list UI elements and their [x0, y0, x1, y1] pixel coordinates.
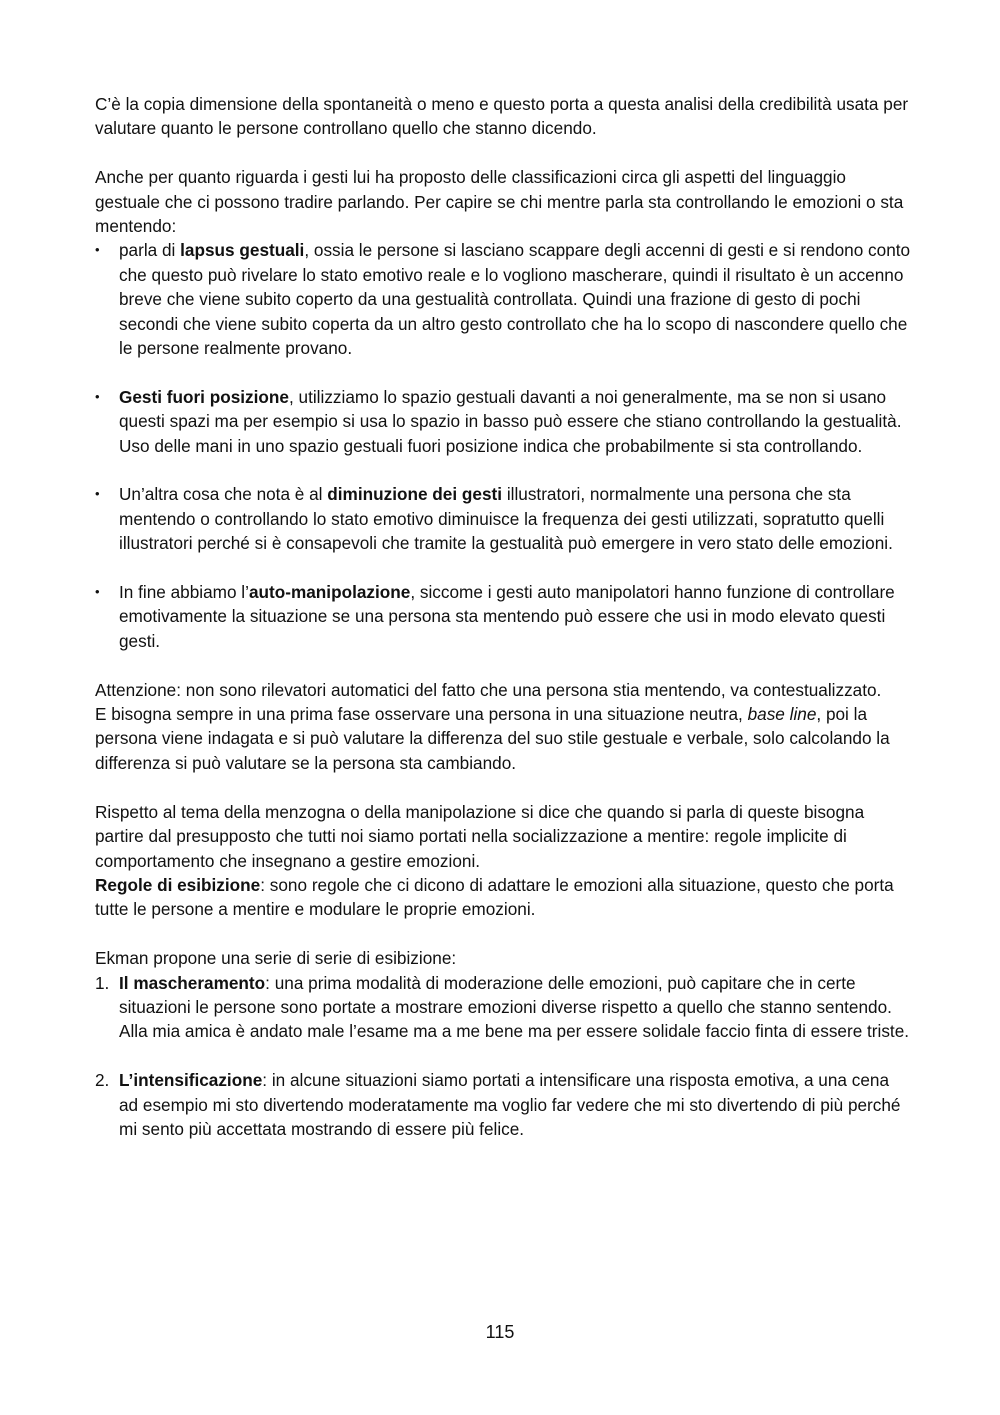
spacer — [95, 556, 911, 580]
gesture-bullet-list — [95, 238, 911, 653]
base-line-term: base line — [747, 704, 817, 725]
item-text-post: illustratori, normalmente una persona che sta mentendo o controllando lo stato emotivo diminuisce la frequenza dei gesti utilizzati, sopratutto quelli illustratori perché si è consapevoli che tramite la gestualità può emergere in vero stato delle emozioni. — [119, 484, 893, 554]
document-body — [95, 92, 911, 1141]
item-text-post: : in alcune situazioni siamo portati a intensificare una risposta emotiva, a una cena ad esempio mi sto divertendo moderatamente ma voglio far vedere che mi sto divertendo di più perché mi sento più accettata mostrando di essere più felice. — [119, 1070, 901, 1139]
bullet-icon: • — [95, 388, 100, 404]
item-term: auto-manipolazione — [248, 582, 411, 603]
item-term: Il mascheramento — [119, 972, 266, 993]
bullet-icon: • — [95, 242, 100, 258]
list-item — [95, 1068, 911, 1141]
spacer — [95, 922, 911, 946]
ekman-numbered-list — [95, 971, 911, 1142]
item-number: 2. — [95, 1070, 110, 1091]
item-text-post: , utilizziamo lo spazio gestuali davanti a noi generalmente, ma se non si usano questi spazi ma per esempio si usa lo spazio in basso può essere che stiano controllando la gestualità. Uso delle mani in uno spazio gestuali fuori posizione indica che probabilmente si sta controllando. — [119, 386, 902, 456]
item-term: L’intensificazione — [119, 1070, 263, 1091]
paragraph-base-line — [95, 702, 911, 775]
item-text-post: : una prima modalità di moderazione delle emozioni, può capitare che in certe situazioni le persone sono portate a mostrare emozioni diverse rispetto a quello che stanno sentendo. Alla mia amica è andato male l’esame ma a me bene ma per essere solidale faccio finta di essere triste. — [119, 972, 910, 1042]
item-text-pre: In fine abbiamo l’ — [119, 582, 249, 603]
item-text-post: , siccome i gesti auto manipolatori hanno funzione di controllare emotivamente la situazione se una persona sta mentendo può essere che usi in modo elevato questi gesti. — [119, 582, 895, 651]
item-text-pre: parla di — [119, 240, 181, 261]
paragraph-ekman-intro: Ekman propone una serie di serie di esibizione: — [95, 948, 457, 969]
paragraph-attention: Attenzione: non sono rilevatori automatici del fatto che una persona stia mentendo, va contestualizzato. — [95, 679, 882, 700]
paragraph-display-rules — [95, 873, 911, 922]
list-item — [95, 482, 911, 555]
item-text-post: , ossia le persone si lasciano scappare degli accenni di gesti e si rendono conto che questo può rivelare lo stato emotivo reale e lo vogliono mascherare, quindi il risultato è un accenno breve che viene subito coperto da una gestualità controllata. Quindi una frazione di gesto di pochi secondi che viene subito coperta da un altro gesto controllato che ha lo scopo di nascondere quello che le persone realmente provano. — [119, 240, 911, 359]
display-rules-term: Regole di esibizione — [95, 874, 261, 895]
item-term: lapsus gestuali — [180, 240, 305, 261]
spacer — [95, 360, 911, 384]
spacer — [95, 1044, 911, 1068]
list-item — [95, 385, 911, 458]
item-term: diminuzione dei gesti — [327, 484, 503, 505]
spacer — [95, 775, 911, 799]
spacer — [95, 141, 911, 165]
paragraph-credibility: C’è la copia dimensione della spontaneità o meno e questo porta a questa analisi della credibilità usata per valutare quanto le persone controllano quello che stanno dicendo. — [95, 94, 909, 139]
spacer — [95, 653, 911, 677]
bullet-icon: • — [95, 584, 100, 600]
base-line-post: , poi la persona viene indagata e si può valutare la differenza del suo stile gestuale e verbale, solo calcolando la differenza si può valutare se la persona sta cambiando. — [95, 704, 890, 773]
bullet-icon: • — [95, 486, 100, 502]
item-text-pre: Un’altra cosa che nota è al — [119, 484, 328, 505]
list-item — [95, 971, 911, 1044]
paragraph-lying: Rispetto al tema della menzogna o della manipolazione si dice che quando si parla di queste bisogna partire dal presupposto che tutti noi siamo portati nella socializzazione a mentire: regole implicite di comportamento che insegnano a gestire emozioni. — [95, 801, 865, 871]
page-number: 115 — [485, 1322, 515, 1342]
display-rules-text: : sono regole che ci dicono di adattare le emozioni alla situazione, questo che porta tutte le persone a mentire e modulare le proprie emozioni. — [95, 874, 894, 920]
spacer — [95, 458, 911, 482]
base-line-pre: E bisogna sempre in una prima fase osservare una persona in una situazione neutra, — [95, 704, 748, 725]
list-item — [95, 238, 911, 360]
item-term: Gesti fuori posizione — [119, 386, 289, 407]
item-number: 1. — [95, 972, 110, 993]
paragraph-gestures-intro: Anche per quanto riguarda i gesti lui ha proposto delle classificazioni circa gli aspetti del linguaggio gestuale che ci possono tradire parlando. Per capire se chi mentre parla sta controllando le emozioni o sta mentendo: — [95, 167, 904, 237]
list-item — [95, 580, 911, 653]
